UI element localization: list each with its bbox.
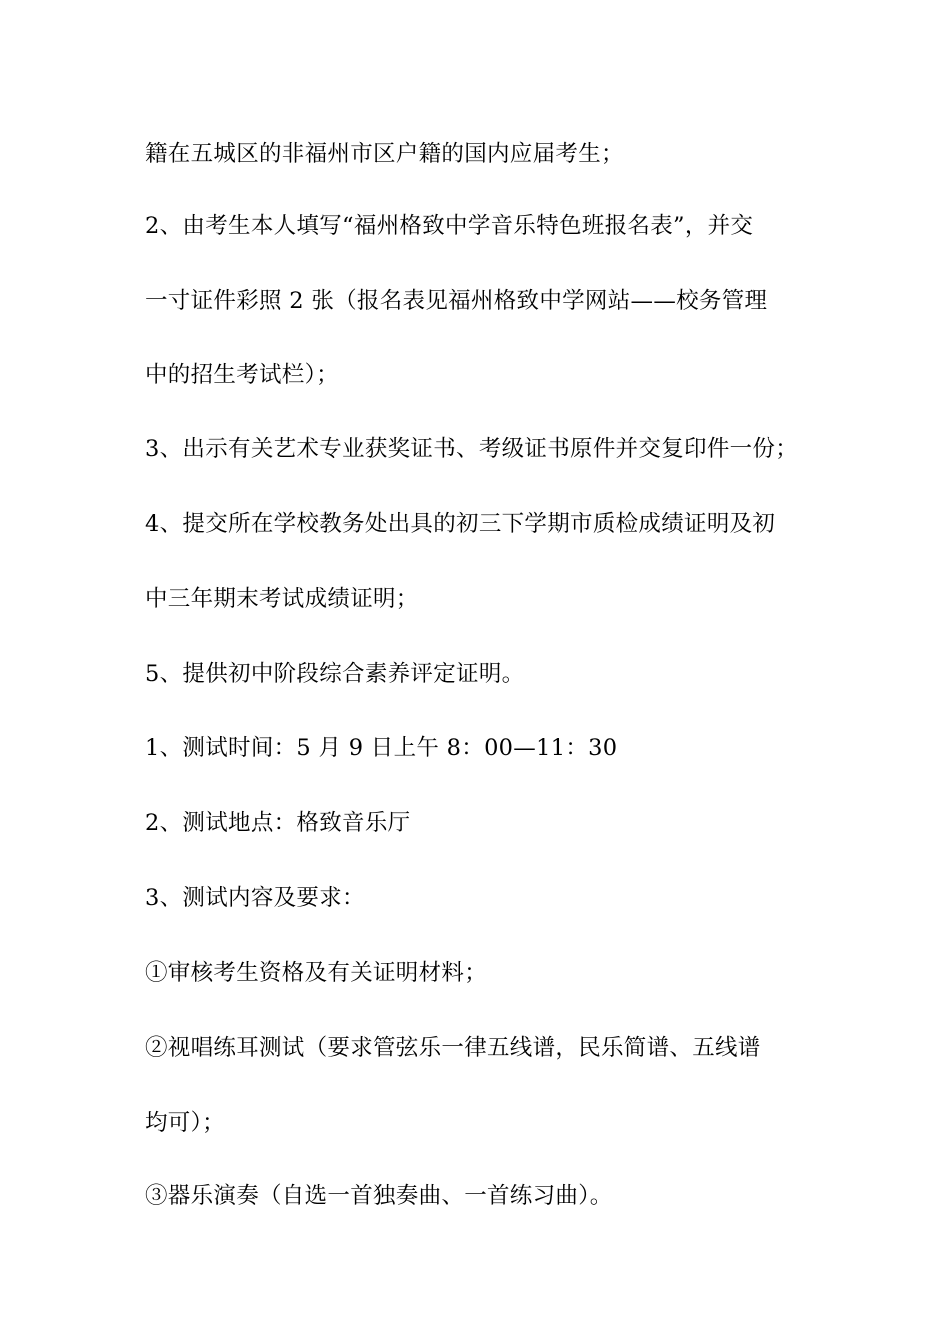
text-line: ①审核考生资格及有关证明材料； bbox=[145, 960, 488, 986]
text-line: 3、出示有关艺术专业获奖证书、考级证书原件并交复印件一份； bbox=[145, 436, 799, 462]
text-line: 中三年期末考试成绩证明； bbox=[145, 586, 419, 612]
text-line: 4、提交所在学校教务处出具的初三下学期市质检成绩证明及初 bbox=[145, 511, 776, 537]
text-line: ③器乐演奏（自选一首独奏曲、一首练习曲）。 bbox=[145, 1183, 613, 1209]
text-line: ②视唱练耳测试（要求管弦乐一律五线谱，民乐简谱、五线谱 bbox=[145, 1035, 761, 1061]
text-line: 2、测试地点：格致音乐厅 bbox=[145, 810, 411, 836]
text-line: 中的招生考试栏）； bbox=[145, 362, 339, 388]
text-line: 均可）； bbox=[145, 1110, 225, 1136]
text-line: 一寸证件彩照 2 张（报名表见福州格致中学网站——校务管理 bbox=[145, 288, 768, 314]
text-line: 籍在五城区的非福州市区户籍的国内应届考生； bbox=[145, 141, 624, 167]
text-line: 2、由考生本人填写“福州格致中学音乐特色班报名表”，并交 bbox=[145, 213, 754, 239]
text-line: 3、测试内容及要求： bbox=[145, 885, 365, 911]
text-line: 5、提供初中阶段综合素养评定证明。 bbox=[145, 661, 525, 687]
text-line: 1、测试时间：5 月 9 日上午 8：00—11：30 bbox=[145, 735, 618, 761]
